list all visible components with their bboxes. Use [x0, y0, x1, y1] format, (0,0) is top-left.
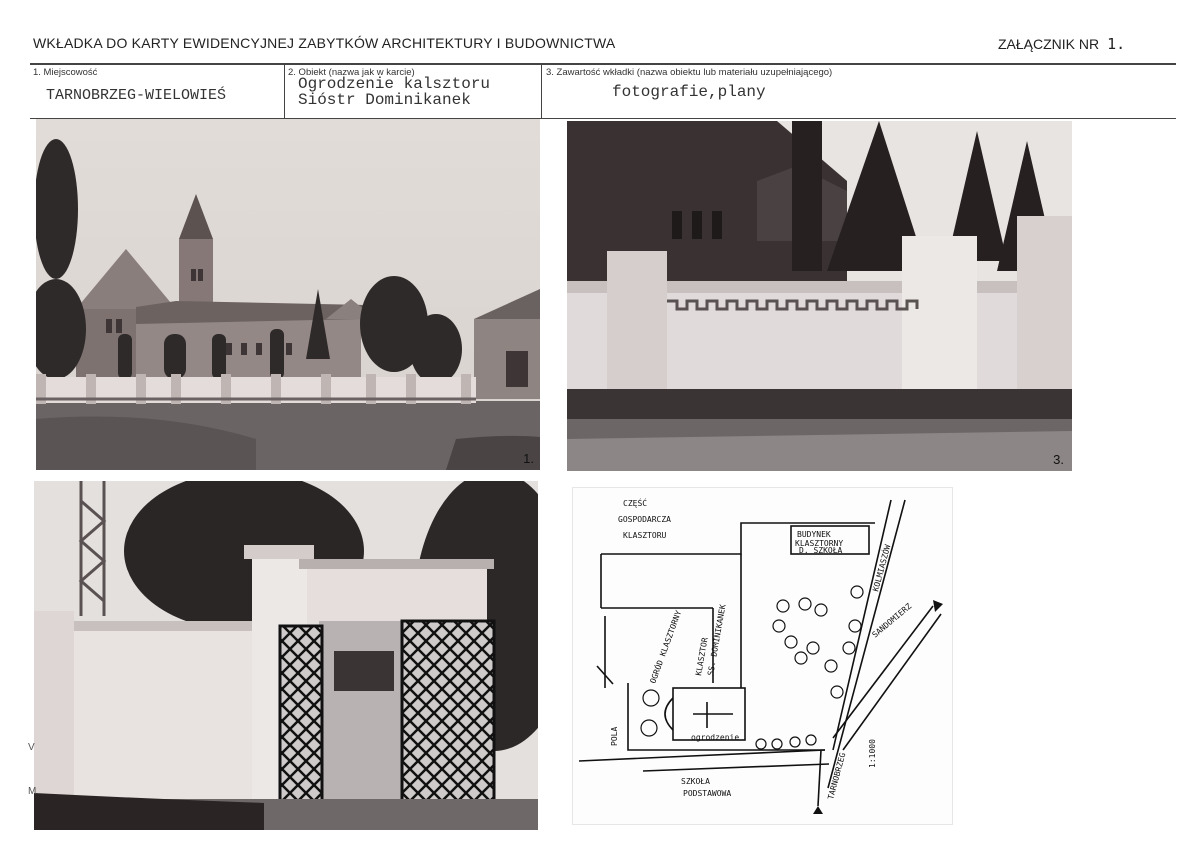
field-1-value: TARNOBRZEG-WIELOWIEŚ [46, 87, 227, 104]
field-2-value-line-1: Ogrodzenie kalsztoru [298, 75, 491, 93]
field-2-label: 2. Obiekt (nazwa jak w karcie) [288, 67, 415, 78]
plan-label-klasztor: KLASZTOR [694, 636, 710, 677]
photo-1-number: 1. [523, 451, 534, 466]
plan-label-pola: POLA [610, 726, 619, 746]
photo-gate-image [34, 481, 538, 830]
field-2-value-line-2: Sióstr Dominikanek [298, 91, 471, 109]
field-divider-1 [284, 65, 285, 119]
photo-wall-image [567, 121, 1072, 471]
annex-label [998, 35, 1125, 53]
plan-label-sandomierz: SANDOMIERZ [870, 601, 914, 640]
plan-label-podstawowa: PODSTAWOWA [683, 789, 732, 798]
plan-label-ogrod: OGRÓD KLASZTORNY [648, 609, 684, 685]
photo-church [36, 119, 540, 470]
field-1-label: 1. Miejscowość [33, 67, 98, 78]
plan-label-szkola: SZKOŁA [681, 777, 710, 786]
annex-number: 1. [1107, 35, 1126, 53]
photo-church-image [36, 119, 540, 470]
plan-label-budynek: BUDYNEK [797, 530, 831, 539]
side-mark-a: V [28, 742, 35, 753]
plan-label-note: ogrodzenie [691, 733, 740, 742]
site-plan [572, 487, 953, 825]
plan-label-klasztorny: KLASZTORNY [795, 539, 844, 548]
field-3-label: 3. Zawartość wkładki (nazwa obiektu lub materiału uzupełniającego) [546, 67, 833, 78]
plan-label-kolmiaszow: KOLMIASZÓW [871, 543, 893, 593]
photo-wall [567, 121, 1072, 471]
plan-label-czesc: CZĘŚĆ [623, 499, 648, 508]
field-3-value: fotografie,plany [612, 83, 766, 101]
site-plan-drawing [573, 488, 952, 824]
photo-gate [34, 481, 538, 830]
plan-label-ss-dominikanek: SS. DOMINIKANEK [706, 603, 728, 677]
plan-label-d-szkola: D. SZKOŁA [799, 546, 843, 555]
annex-label-text: ZAŁĄCZNIK NR [998, 36, 1100, 52]
plan-label-klasztoru: KLASZTORU [623, 531, 667, 540]
side-mark-b: M [28, 786, 37, 797]
photo-3-number: 3. [1053, 452, 1064, 467]
plan-label-tarnobrzeg: TARNOBRZEG [826, 751, 848, 801]
document-title: WKŁADKA DO KARTY EWIDENCYJNEJ ZABYTKÓW ARCHITEKTURY I BUDOWNICTWA [33, 35, 616, 51]
plan-label-gospodarcza: GOSPODARCZA [618, 515, 671, 524]
field-divider-2 [541, 65, 542, 119]
plan-scale: 1:1000 [868, 739, 877, 768]
fields-row [30, 65, 1176, 119]
